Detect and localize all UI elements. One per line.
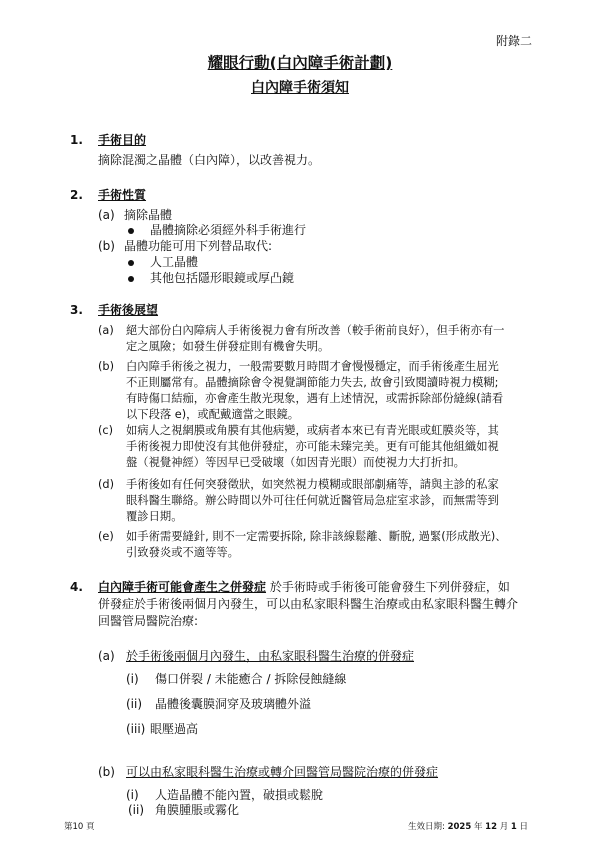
effective-date-label: 生效日期: [408, 822, 448, 832]
paragraph-line: 白內障手術後之視力，一般需要數月時間才會慢慢穩定，而手術後產生屈光 [126, 360, 499, 373]
paragraph-line: 手術後視力即使沒有其他併發症，亦可能未臻完美。更有可能其他組織如視 [126, 440, 499, 453]
item-label: (a) [98, 324, 114, 337]
document-title: 耀眼行動(白內障手術計劃) [207, 54, 393, 72]
item-label: (b) [98, 239, 115, 253]
bullet-text: 晶體摘除必須經外科手術進行 [150, 223, 307, 237]
page-number: 第10 頁 [64, 822, 95, 832]
effective-date [408, 822, 528, 832]
item-text: 摘除晶體 [124, 208, 173, 222]
section-number: 4. [70, 580, 83, 594]
item-label: (b) [98, 765, 115, 779]
list-item: 傷口併裂 / 未能癒合 / 拆除侵蝕縫線 [155, 672, 347, 686]
paragraph-line: 不正則屬常有。晶體摘除會令視覺調節能力失去, 故會引致閱讀時視力模糊; [126, 376, 499, 389]
paragraph-line: 覆診日期。 [126, 510, 183, 523]
item-label: (ii) [126, 697, 143, 711]
section-number: 1. [70, 133, 83, 147]
section-number: 2. [70, 188, 83, 202]
document-subtitle: 白內障手術須知 [251, 80, 349, 96]
subsection-heading: 可以由私家眼科醫生治療或轉介回醫管局醫院治療的併發症 [126, 765, 439, 779]
paragraph-line: 絕大部份白內障病人手術後視力會有所改善（較手術前良好），但手術亦有一 [126, 324, 505, 337]
item-label: (i) [126, 788, 139, 802]
section-heading: 手術性質 [98, 188, 147, 202]
bullet-icon [128, 228, 134, 234]
paragraph-line: 有時傷口結痂，亦會產生散光現象，遇有上述情況，或需拆除部份縫線(請看 [126, 392, 504, 405]
appendix-label: 附錄二 [496, 34, 533, 48]
section-heading: 白內障手術可能會產生之併發症 [98, 580, 267, 594]
item-label: (a) [98, 649, 115, 663]
paragraph-line: 定之風險；如發生併發症則有機會失明。 [126, 340, 330, 353]
paragraph-line: 如病人之視網膜或角膜有其他病變，或病者本來已有青光眼或虹膜炎等，其 [126, 424, 499, 437]
paragraph-line: 以下段落 e)，或配戴適當之眼鏡。 [126, 408, 300, 421]
subsection-heading: 於手術後兩個月內發生，由私家眼科醫生治療的併發症 [126, 649, 415, 663]
paragraph-line: 眼科醫生聯絡。辦公時間以外可往任何就近醫管局急症室求診，而無需等到 [126, 494, 499, 507]
day-unit: 日 [516, 822, 529, 832]
bullet-text: 其他包括隱形眼鏡或厚凸鏡 [150, 271, 295, 285]
year-unit: 年 [471, 822, 486, 832]
item-label: (ii) [128, 803, 145, 817]
paragraph-line: 引致發炎或不適等等。 [126, 546, 239, 559]
paragraph-line: 併發症於手術後兩個月內發生，可以由私家眼科醫生治療或由私家眼科醫生轉介 [98, 597, 519, 611]
item-label: (iii) [126, 722, 146, 736]
bullet-text: 人工晶體 [150, 255, 199, 269]
effective-month: 12 [485, 822, 497, 832]
item-label: (a) [98, 208, 115, 222]
section-intro-text: 於手術時或手術後可能會發生下列併發症，如 [266, 580, 510, 594]
item-label: (e) [98, 530, 114, 543]
list-item: 晶體後囊膜洞穿及玻璃體外溢 [155, 697, 312, 711]
item-text: 晶體功能可用下列替品取代: [124, 239, 273, 253]
bullet-icon [128, 260, 134, 266]
paragraph-line: 手術後如有任何突發徵狀，如突然視力模糊或眼部劇痛等，請與主診的私家 [126, 478, 499, 491]
effective-day: 1 [510, 822, 517, 832]
section-intro-line [98, 580, 510, 594]
paragraph-line: 回醫管局醫院治療: [98, 614, 199, 628]
item-label: (d) [98, 478, 114, 491]
list-item: 角膜腫脹或霧化 [155, 803, 240, 817]
item-label: (b) [98, 360, 114, 373]
paragraph-line: 如手術需要縫針, 則不一定需要拆除, 除非該線鬆離、斷脫, 過緊(形成散光)、 [126, 530, 507, 543]
bullet-icon [128, 276, 134, 282]
paragraph-line: 盤（視覺神經）等因早已受破壞（如因青光眼）而使視力大打折扣。 [126, 456, 465, 469]
list-item: 眼壓過高 [150, 722, 199, 736]
list-item: 人造晶體不能內置，破損或鬆脫 [155, 788, 324, 802]
section-heading: 手術後展望 [98, 303, 159, 317]
item-label: (c) [98, 424, 114, 437]
month-unit: 月 [497, 822, 511, 832]
section-heading: 手術目的 [98, 133, 147, 147]
effective-year: 2025 [447, 822, 472, 832]
section-number: 3. [70, 303, 83, 317]
item-label: (i) [126, 672, 139, 686]
section-body: 摘除混濁之晶體（白內障），以改善視力。 [98, 153, 321, 167]
